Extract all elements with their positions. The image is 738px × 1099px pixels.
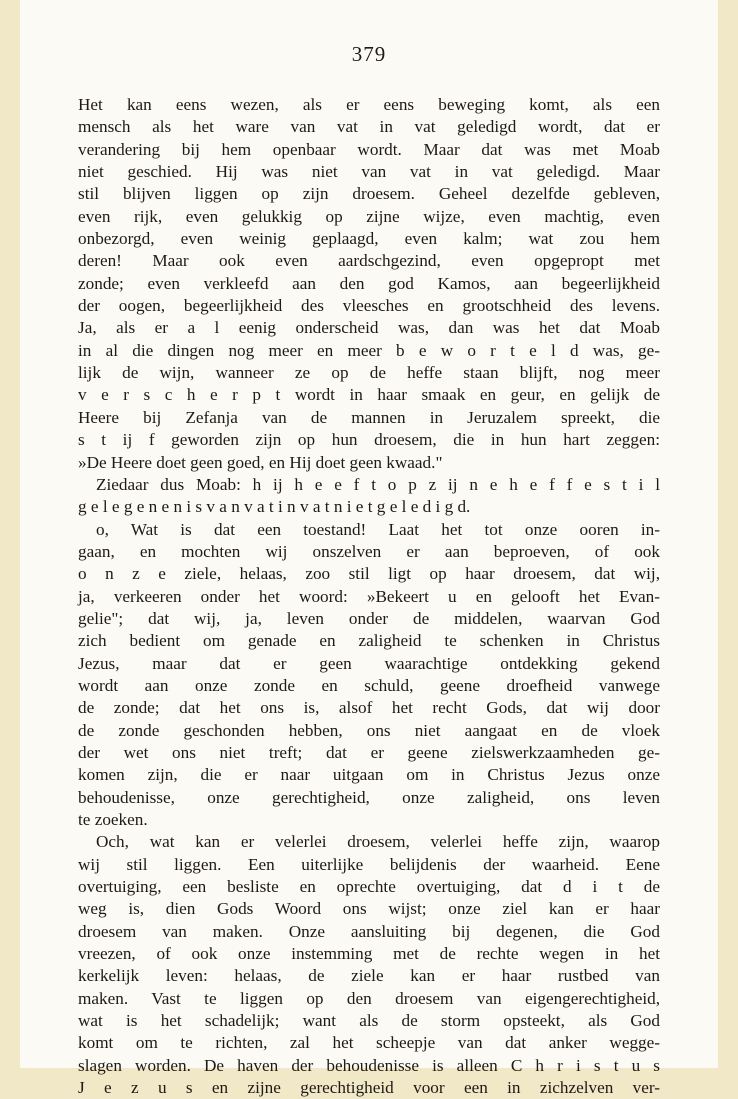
text-line: Ja, als er a l eenig onderscheid was, dan was het dat Moab [78, 318, 660, 338]
text-line: behoudenisse, onze gerechtigheid, onze zaligheid, ons leven [78, 787, 660, 807]
text-line: te zoeken. [78, 810, 148, 829]
text-line: deren! Maar ook even aardschgezind, even opgepropt met [78, 251, 660, 271]
text-line: v e r s c h e r p t wordt in haar smaak en geur, en gelijk de [78, 385, 660, 405]
text-line: »De Heere doet geen goed, en Hij doet geen kwaad." [78, 452, 443, 472]
text-line: der wet ons niet treft; dat er geene zielswerkzaamheden ge- [78, 742, 660, 762]
text-line: komen zijn, die er naar uitgaan om in Christus Jezus onze [78, 765, 660, 785]
text-line: onbezorgd, even weinig geplaagd, even kalm; wat zou hem [78, 229, 660, 249]
text-line: gaan, en mochten wij onszelven er aan beproeven, of ook [78, 541, 660, 561]
left-margin [0, 0, 20, 1068]
text-line: slagen worden. De haven der behoudenisse is alleen C h r i s t u s [78, 1055, 660, 1075]
text-line: wij stil liggen. Een uiterlijke belijdenis der waarheid. Eene [78, 854, 660, 874]
text-line: o n z e ziele, helaas, zoo stil ligt op haar droesem, dat wij, [78, 564, 660, 584]
text-line: ja, verkeeren onder het woord: »Bekeert u en gelooft het Evan- [78, 586, 660, 606]
text-line: kerkelijk leven: helaas, de ziele kan er haar rustbed van [78, 966, 660, 986]
right-margin [718, 0, 738, 1068]
text-line: de zonde geschonden hebben, ons niet aangaat en de vloek [78, 720, 660, 740]
page-number: 379 [351, 42, 387, 66]
text-line: niet geschied. Hij was niet van vat in vat geledigd. Maar [78, 162, 660, 182]
text-line: zich bedient om genade en zaligheid te schenken in Christus [78, 631, 660, 651]
text-line: Jezus, maar dat er geen waarachtige ontdekking gekend [78, 653, 660, 673]
body-text [78, 94, 660, 1099]
text-line: wordt aan onze zonde en schuld, geene droefheid vanwege [78, 675, 660, 695]
text-line: Het kan eens wezen, als er eens beweging komt, als een [78, 95, 660, 114]
text-line: weg is, dien Gods Woord ons wijst; onze ziel kan er haar [78, 899, 660, 919]
text-line: overtuiging, een besliste en oprechte overtuiging, dat d i t de [78, 877, 660, 897]
text-line: zonde; even verkleefd aan den god Kamos, aan begeerlijkheid [78, 273, 660, 293]
text-line: stil blijven liggen op zijn droesem. Geheel dezelfde gebleven, [78, 184, 660, 204]
text-line: lijk de wijn, wanneer ze op de heffe staan blijft, nog meer [78, 363, 660, 383]
text-line: g e l e g e n e n i s v a n v a t i n v a t n i e t g e l e d i g d. [78, 497, 471, 517]
text-line: vreezen, of ook onze instemming met de rechte wegen in het [78, 944, 660, 964]
text-line: s t ij f geworden zijn op hun droesem, die in hun hart zeggen: [78, 430, 660, 450]
text-line: maken. Vast te liggen op den droesem van eigengerechtigheid, [78, 988, 660, 1008]
text-line: wat is het schadelijk; want als de storm opsteekt, als God [78, 1011, 660, 1031]
text-line: komt om te richten, zal het scheepje van dat anker wegge- [78, 1033, 660, 1053]
text-line: mensch als het ware van vat in vat geledigd wordt, dat er [78, 117, 660, 137]
text-line: o, Wat is dat een toestand! Laat het tot onze ooren in- [96, 519, 660, 539]
text-line: verandering bij hem openbaar wordt. Maar dat was met Moab [78, 139, 660, 159]
text-line: Och, wat kan er velerlei droesem, velerlei heffe zijn, waarop [96, 832, 660, 852]
text-line: in al die dingen nog meer en meer b e w o r t e l d was, ge- [78, 340, 660, 360]
text-line: Ziedaar dus Moab: h ij h e e f t o p z ij n e h e f f e s t i l [96, 474, 660, 494]
text-line: droesem van maken. Onze aansluiting bij degenen, die God [78, 921, 660, 941]
text-line: der oogen, begeerlijkheid des vleesches en grootschheid des levens. [78, 296, 660, 316]
text-line: de zonde; dat het ons is, alsof het recht Gods, dat wij door [78, 698, 660, 718]
text-line: J e z u s en zijne gerechtigheid voor een in zichzelven ver- [78, 1078, 660, 1098]
text-line: Heere bij Zefanja van de mannen in Jeruzalem spreekt, die [78, 407, 660, 427]
text-line: gelie"; dat wij, ja, leven onder de middelen, waarvan God [78, 608, 660, 628]
text-line: even rijk, even gelukkig op zijne wijze, even machtig, even [78, 206, 660, 226]
